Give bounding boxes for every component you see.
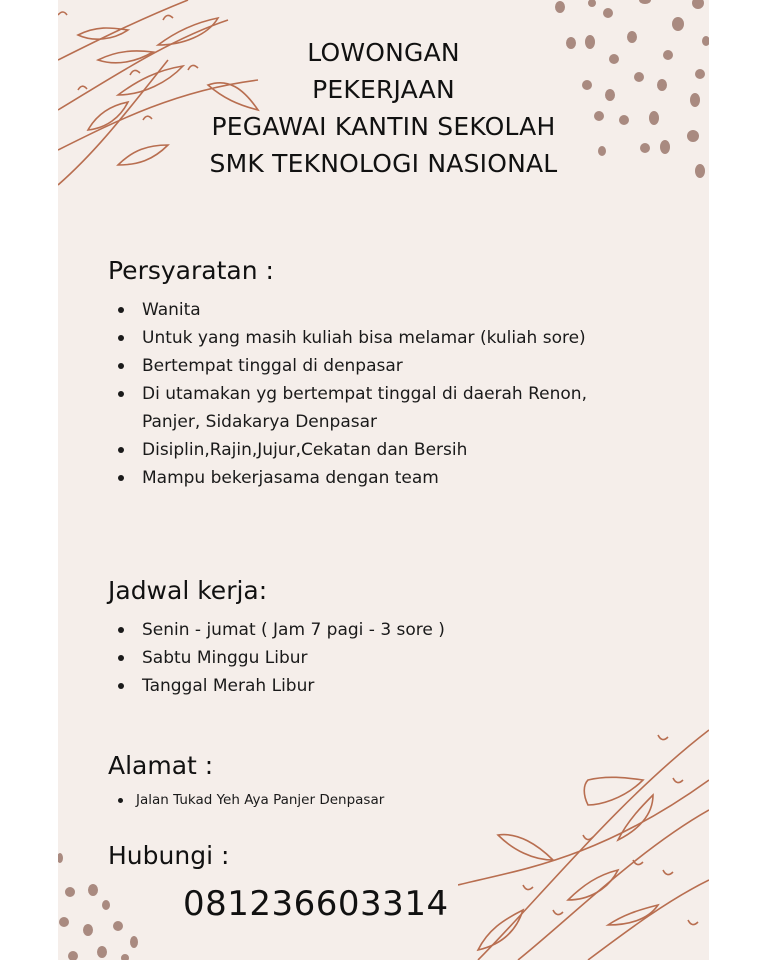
contact-phone: 081236603314 xyxy=(183,884,449,924)
list-item: Wanita xyxy=(116,296,636,324)
list-item: Senin - jumat ( Jam 7 pagi - 3 sore ) xyxy=(116,616,636,644)
schedule-heading: Jadwal kerja: xyxy=(108,576,268,605)
list-item: Untuk yang masih kuliah bisa melamar (kuliah sore) xyxy=(116,324,636,352)
requirements-heading: Persyaratan : xyxy=(108,256,274,285)
list-item: Bertempat tinggal di denpasar xyxy=(116,352,636,380)
list-item: Tanggal Merah Libur xyxy=(116,672,636,700)
job-poster xyxy=(58,0,709,960)
list-item: Jalan Tukad Yeh Aya Panjer Denpasar xyxy=(116,786,636,814)
address-heading: Alamat : xyxy=(108,751,214,780)
leaf-branches-bottom-right-icon xyxy=(458,720,709,960)
list-item: Sabtu Minggu Libur xyxy=(116,644,636,672)
title-line: PEGAWAI KANTIN SEKOLAH xyxy=(211,112,556,141)
title-line: LOWONGAN xyxy=(307,38,460,67)
contact-heading: Hubungi : xyxy=(108,841,230,870)
address-list xyxy=(116,786,636,814)
title-line: SMK TEKNOLOGI NASIONAL xyxy=(209,149,558,178)
list-item: Mampu bekerjasama dengan team xyxy=(116,464,636,492)
poster-title xyxy=(58,34,709,182)
requirements-list xyxy=(116,296,636,492)
list-item: Disiplin,Rajin,Jujur,Cekatan dan Bersih xyxy=(116,436,636,464)
list-item: Di utamakan yg bertempat tinggal di daerah Renon, Panjer, Sidakarya Denpasar xyxy=(116,380,636,436)
title-line: PEKERJAAN xyxy=(312,75,455,104)
schedule-list xyxy=(116,616,636,700)
